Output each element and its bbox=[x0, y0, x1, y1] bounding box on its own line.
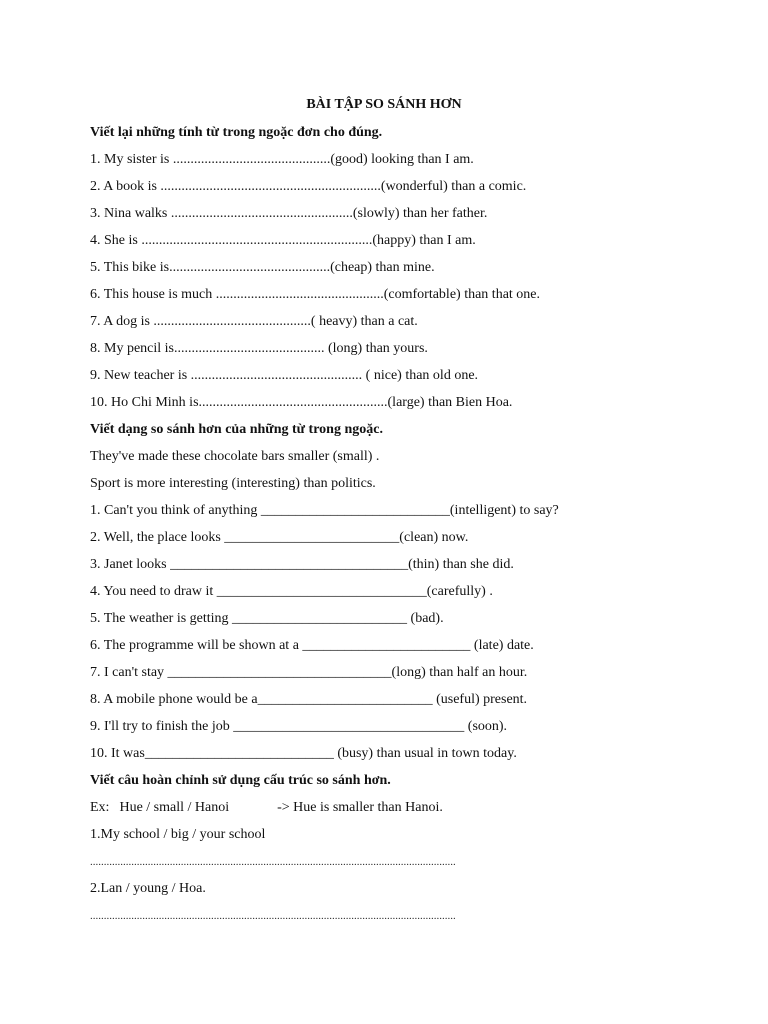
section1-item-2: 2. A book is ...............................................................(wonderful) than a comic. bbox=[90, 179, 527, 194]
section3-heading: Viết câu hoàn chỉnh sử dụng cấu trúc so sánh hơn. bbox=[90, 773, 391, 788]
section2-item-7: 7. I can't stay ________________________________(long) than half an hour. bbox=[90, 665, 528, 680]
section3-item-2-prompt: 2.Lan / young / Hoa. bbox=[90, 881, 206, 896]
section1-item-9: 9. New teacher is ................................................. ( nice) than old one. bbox=[90, 368, 479, 383]
section3-item-1-prompt: 1.My school / big / your school bbox=[90, 827, 266, 842]
section3-item-1-answer-line: ..................................................................................................................................... bbox=[90, 856, 456, 868]
section2-item-4: 4. You need to draw it ______________________________(carefully) . bbox=[90, 584, 493, 599]
section2-item-8: 8. A mobile phone would be a_________________________ (useful) present. bbox=[90, 692, 528, 707]
section1-item-3: 3. Nina walks ....................................................(slowly) than her father. bbox=[90, 206, 488, 221]
section1-item-5: 5. This bike is..............................................(cheap) than mine. bbox=[90, 260, 435, 275]
section2-item-1: 1. Can't you think of anything ___________________________(intelligent) to say? bbox=[90, 503, 559, 518]
example-label: Ex: bbox=[90, 800, 110, 815]
section2-example-1: They've made these chocolate bars smaller (small) . bbox=[90, 449, 380, 464]
example-answer: -> Hue is smaller than Hanoi. bbox=[277, 800, 443, 815]
section2-heading: Viết dạng so sánh hơn của những từ trong ngoặc. bbox=[90, 422, 383, 437]
section2-item-6: 6. The programme will be shown at a ________________________ (late) date. bbox=[90, 638, 534, 653]
example-prompt: Hue / small / Hanoi bbox=[119, 800, 230, 815]
section1-item-1: 1. My sister is .............................................(good) looking than I am. bbox=[90, 152, 474, 167]
section1-item-4: 4. She is ..................................................................(happy) than I am. bbox=[90, 233, 476, 248]
section2-example-2: Sport is more interesting (interesting) than politics. bbox=[90, 476, 376, 491]
section1-item-6: 6. This house is much ................................................(comfortable) than that one. bbox=[90, 287, 541, 302]
section1-item-10: 10. Ho Chi Minh is......................................................(large) than Bien Hoa. bbox=[90, 395, 513, 410]
section1-heading: Viết lại những tính từ trong ngoặc đơn cho đúng. bbox=[90, 125, 383, 140]
section2-item-5: 5. The weather is getting _________________________ (bad). bbox=[90, 611, 444, 626]
section2-item-10: 10. It was___________________________ (busy) than usual in town today. bbox=[90, 746, 517, 761]
section1-item-8: 8. My pencil is........................................... (long) than yours. bbox=[90, 341, 428, 356]
section2-item-2: 2. Well, the place looks _________________________(clean) now. bbox=[90, 530, 469, 545]
section2-item-3: 3. Janet looks __________________________________(thin) than she did. bbox=[90, 557, 514, 572]
page-title: BÀI TẬP SO SÁNH HƠN bbox=[306, 97, 462, 112]
section2-item-9: 9. I'll try to finish the job _________________________________ (soon). bbox=[90, 719, 508, 734]
section1-item-7: 7. A dog is .............................................( heavy) than a cat. bbox=[90, 314, 418, 329]
section3-example bbox=[90, 799, 443, 817]
section3-item-2-answer-line: ..................................................................................................................................... bbox=[90, 910, 456, 922]
